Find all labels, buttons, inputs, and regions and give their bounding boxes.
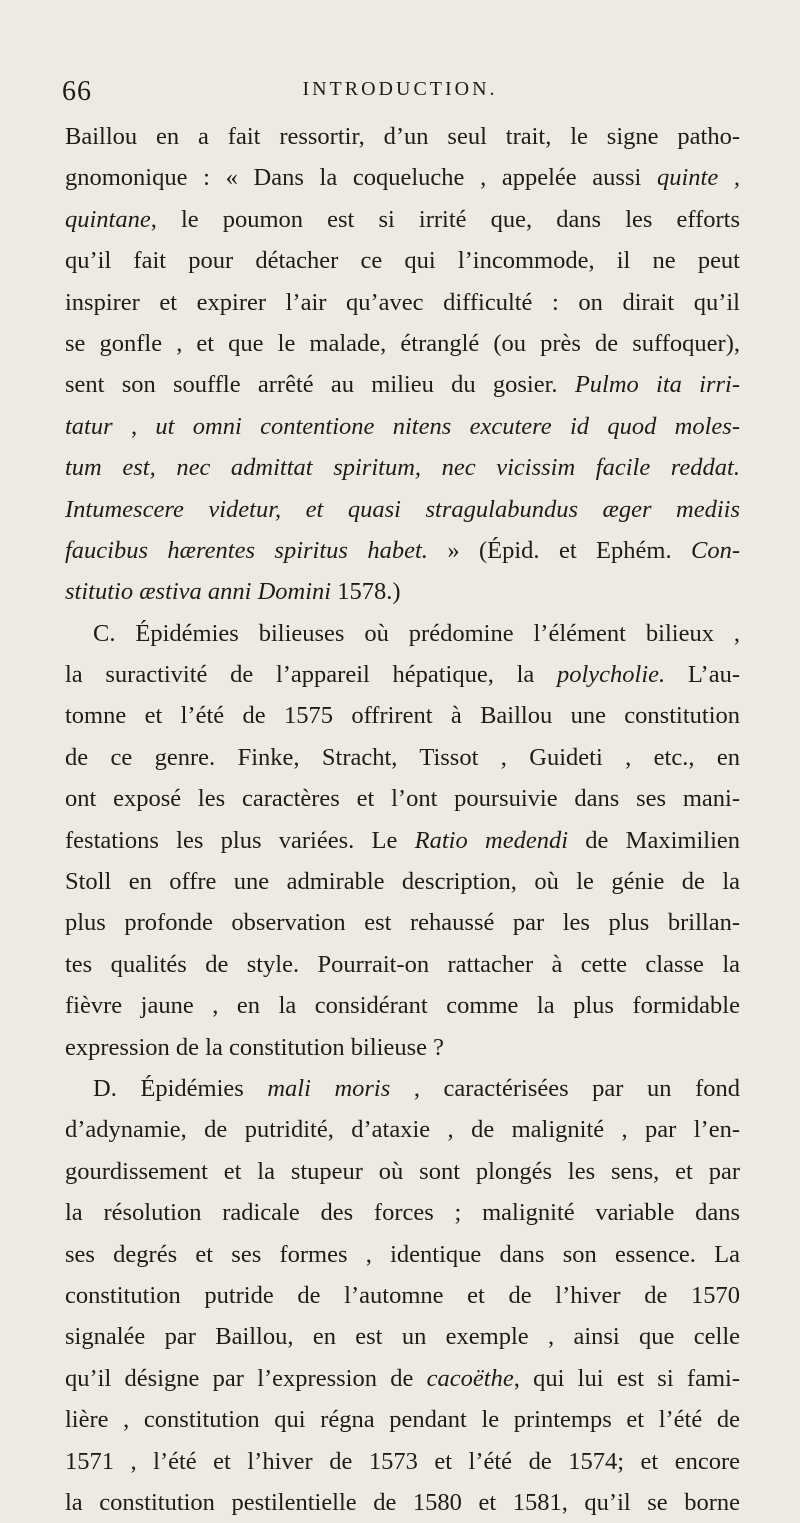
text-span: ses degrés et ses formes , identique dans son essence. La (65, 1240, 740, 1268)
text-span: L’au- (665, 661, 740, 689)
page-header (62, 76, 738, 110)
text-span: fièvre jaune , en la considérant comme la plus formidable (65, 992, 740, 1020)
text-line (65, 530, 740, 571)
text-line (65, 1068, 740, 1109)
text-span: expression de la constitution bilieuse ? (65, 1033, 444, 1061)
text-span: la constitution pestilentielle de 1580 et 1581, qu’il se borne (65, 1488, 740, 1516)
text-line (65, 654, 740, 695)
text-line (65, 116, 740, 157)
italic-text: quintane (65, 205, 151, 233)
text-span: » (Épid. et Ephém. (427, 536, 691, 564)
text-line (65, 778, 740, 819)
text-span: Baillou en a fait ressortir, d’un seul trait, le signe patho- (65, 123, 740, 150)
text-line (65, 985, 740, 1026)
running-head: INTRODUCTION. (302, 78, 498, 100)
text-line (65, 613, 740, 654)
body-text (65, 116, 740, 1523)
text-span: signalée par Baillou, en est un exemple , ainsi que celle (65, 1323, 740, 1351)
italic-text: Ratio medendi (414, 826, 569, 854)
text-line (65, 157, 740, 198)
text-span: plus profonde observation est rehaussé par les plus brillan- (65, 909, 740, 937)
text-span: 1571 , l’été et l’hiver de 1573 et l’été de 1574; et encore (65, 1447, 740, 1475)
text-line (65, 240, 740, 281)
text-line (65, 447, 740, 488)
text-span: qu’il fait pour détacher ce qui l’incommode, il ne peut (65, 247, 740, 275)
text-line (65, 1316, 740, 1357)
italic-text: mali moris (267, 1074, 391, 1102)
italic-text: tatur , ut omni contentione nitens excutere id quod moles- (65, 412, 740, 440)
text-span: , caractérisées par un fond (390, 1074, 740, 1102)
text-span: de ce genre. Finke, Stracht, Tissot , Guideti , etc., en (65, 743, 740, 771)
text-span: lière , constitution qui régna pendant le printemps et l’été de (65, 1406, 740, 1434)
text-span: se gonfle , et que le malade, étranglé (ou près de suffoquer), (65, 329, 740, 357)
text-line (65, 1358, 740, 1399)
text-line (65, 199, 740, 240)
text-line (65, 489, 740, 530)
text-line (65, 1109, 740, 1150)
text-line (65, 820, 740, 861)
text-span: qu’il désigne par l’expression de (65, 1364, 427, 1392)
italic-text: Con- (691, 536, 740, 564)
text-line (65, 1482, 740, 1523)
text-span: D. Épidémies (93, 1074, 268, 1102)
text-line (65, 323, 740, 364)
text-line (65, 571, 740, 612)
text-line (65, 1234, 740, 1275)
text-span: ont exposé les caractères et l’ont poursuivie dans ses mani- (65, 785, 740, 813)
text-span: C. Épidémies bilieuses où prédomine l’élément bilieux , (93, 619, 740, 647)
text-span: tomne et l’été de 1575 offrirent à Baillou une constitution (65, 702, 740, 730)
text-line (65, 1192, 740, 1233)
text-line (65, 737, 740, 778)
italic-text: Pulmo ita irri- (574, 371, 740, 399)
text-line (65, 406, 740, 447)
text-span: , qui lui est si fami- (513, 1364, 740, 1392)
text-span: sent son souffle arrêté au milieu du gosier. (65, 371, 575, 399)
text-line (65, 1027, 740, 1068)
italic-text: stitutio æstiva anni Domini (65, 578, 332, 606)
text-span: la suractivité de l’appareil hépatique, la (65, 661, 557, 689)
text-span: tes qualités de style. Pourrait-on rattacher à cette classe la (65, 950, 740, 978)
text-span: constitution putride de l’automne et de l’hiver de 1570 (65, 1281, 740, 1309)
italic-text: cacoëthe (426, 1364, 514, 1392)
text-line (65, 902, 740, 943)
text-span: festations les plus variées. Le (65, 826, 415, 854)
text-line (65, 944, 740, 985)
text-span: Stoll en offre une admirable description, où le génie de la (65, 868, 740, 896)
text-line (65, 695, 740, 736)
italic-text: tum est, nec admittat spiritum, nec vicissim facile reddat. (65, 454, 740, 482)
italic-text: quinte , (656, 164, 740, 192)
italic-text: polycholie. (556, 661, 666, 689)
italic-text: Intumescere videtur, et quasi stragulabundus æger mediis (65, 495, 740, 523)
page-number: 66 (62, 76, 92, 107)
text-span: 1578.) (331, 578, 401, 606)
text-line (65, 1275, 740, 1316)
text-span: , le poumon est si irrité que, dans les efforts (150, 205, 740, 233)
text-line (65, 861, 740, 902)
text-span: gnomonique : « Dans la coqueluche , appelée aussi (65, 164, 657, 192)
text-span: la résolution radicale des forces ; malignité variable dans (65, 1199, 740, 1227)
text-span: de Maximilien (568, 826, 740, 854)
text-line (65, 1441, 740, 1482)
text-line (65, 364, 740, 405)
text-line (65, 1151, 740, 1192)
text-span: d’adynamie, de putridité, d’ataxie , de malignité , par l’en- (65, 1116, 740, 1144)
text-line (65, 282, 740, 323)
text-span: inspirer et expirer l’air qu’avec difficulté : on dirait qu’il (65, 288, 740, 316)
text-span: gourdissement et la stupeur où sont plongés les sens, et par (65, 1157, 740, 1185)
italic-text: faucibus hærentes spiritus habet. (65, 536, 428, 564)
